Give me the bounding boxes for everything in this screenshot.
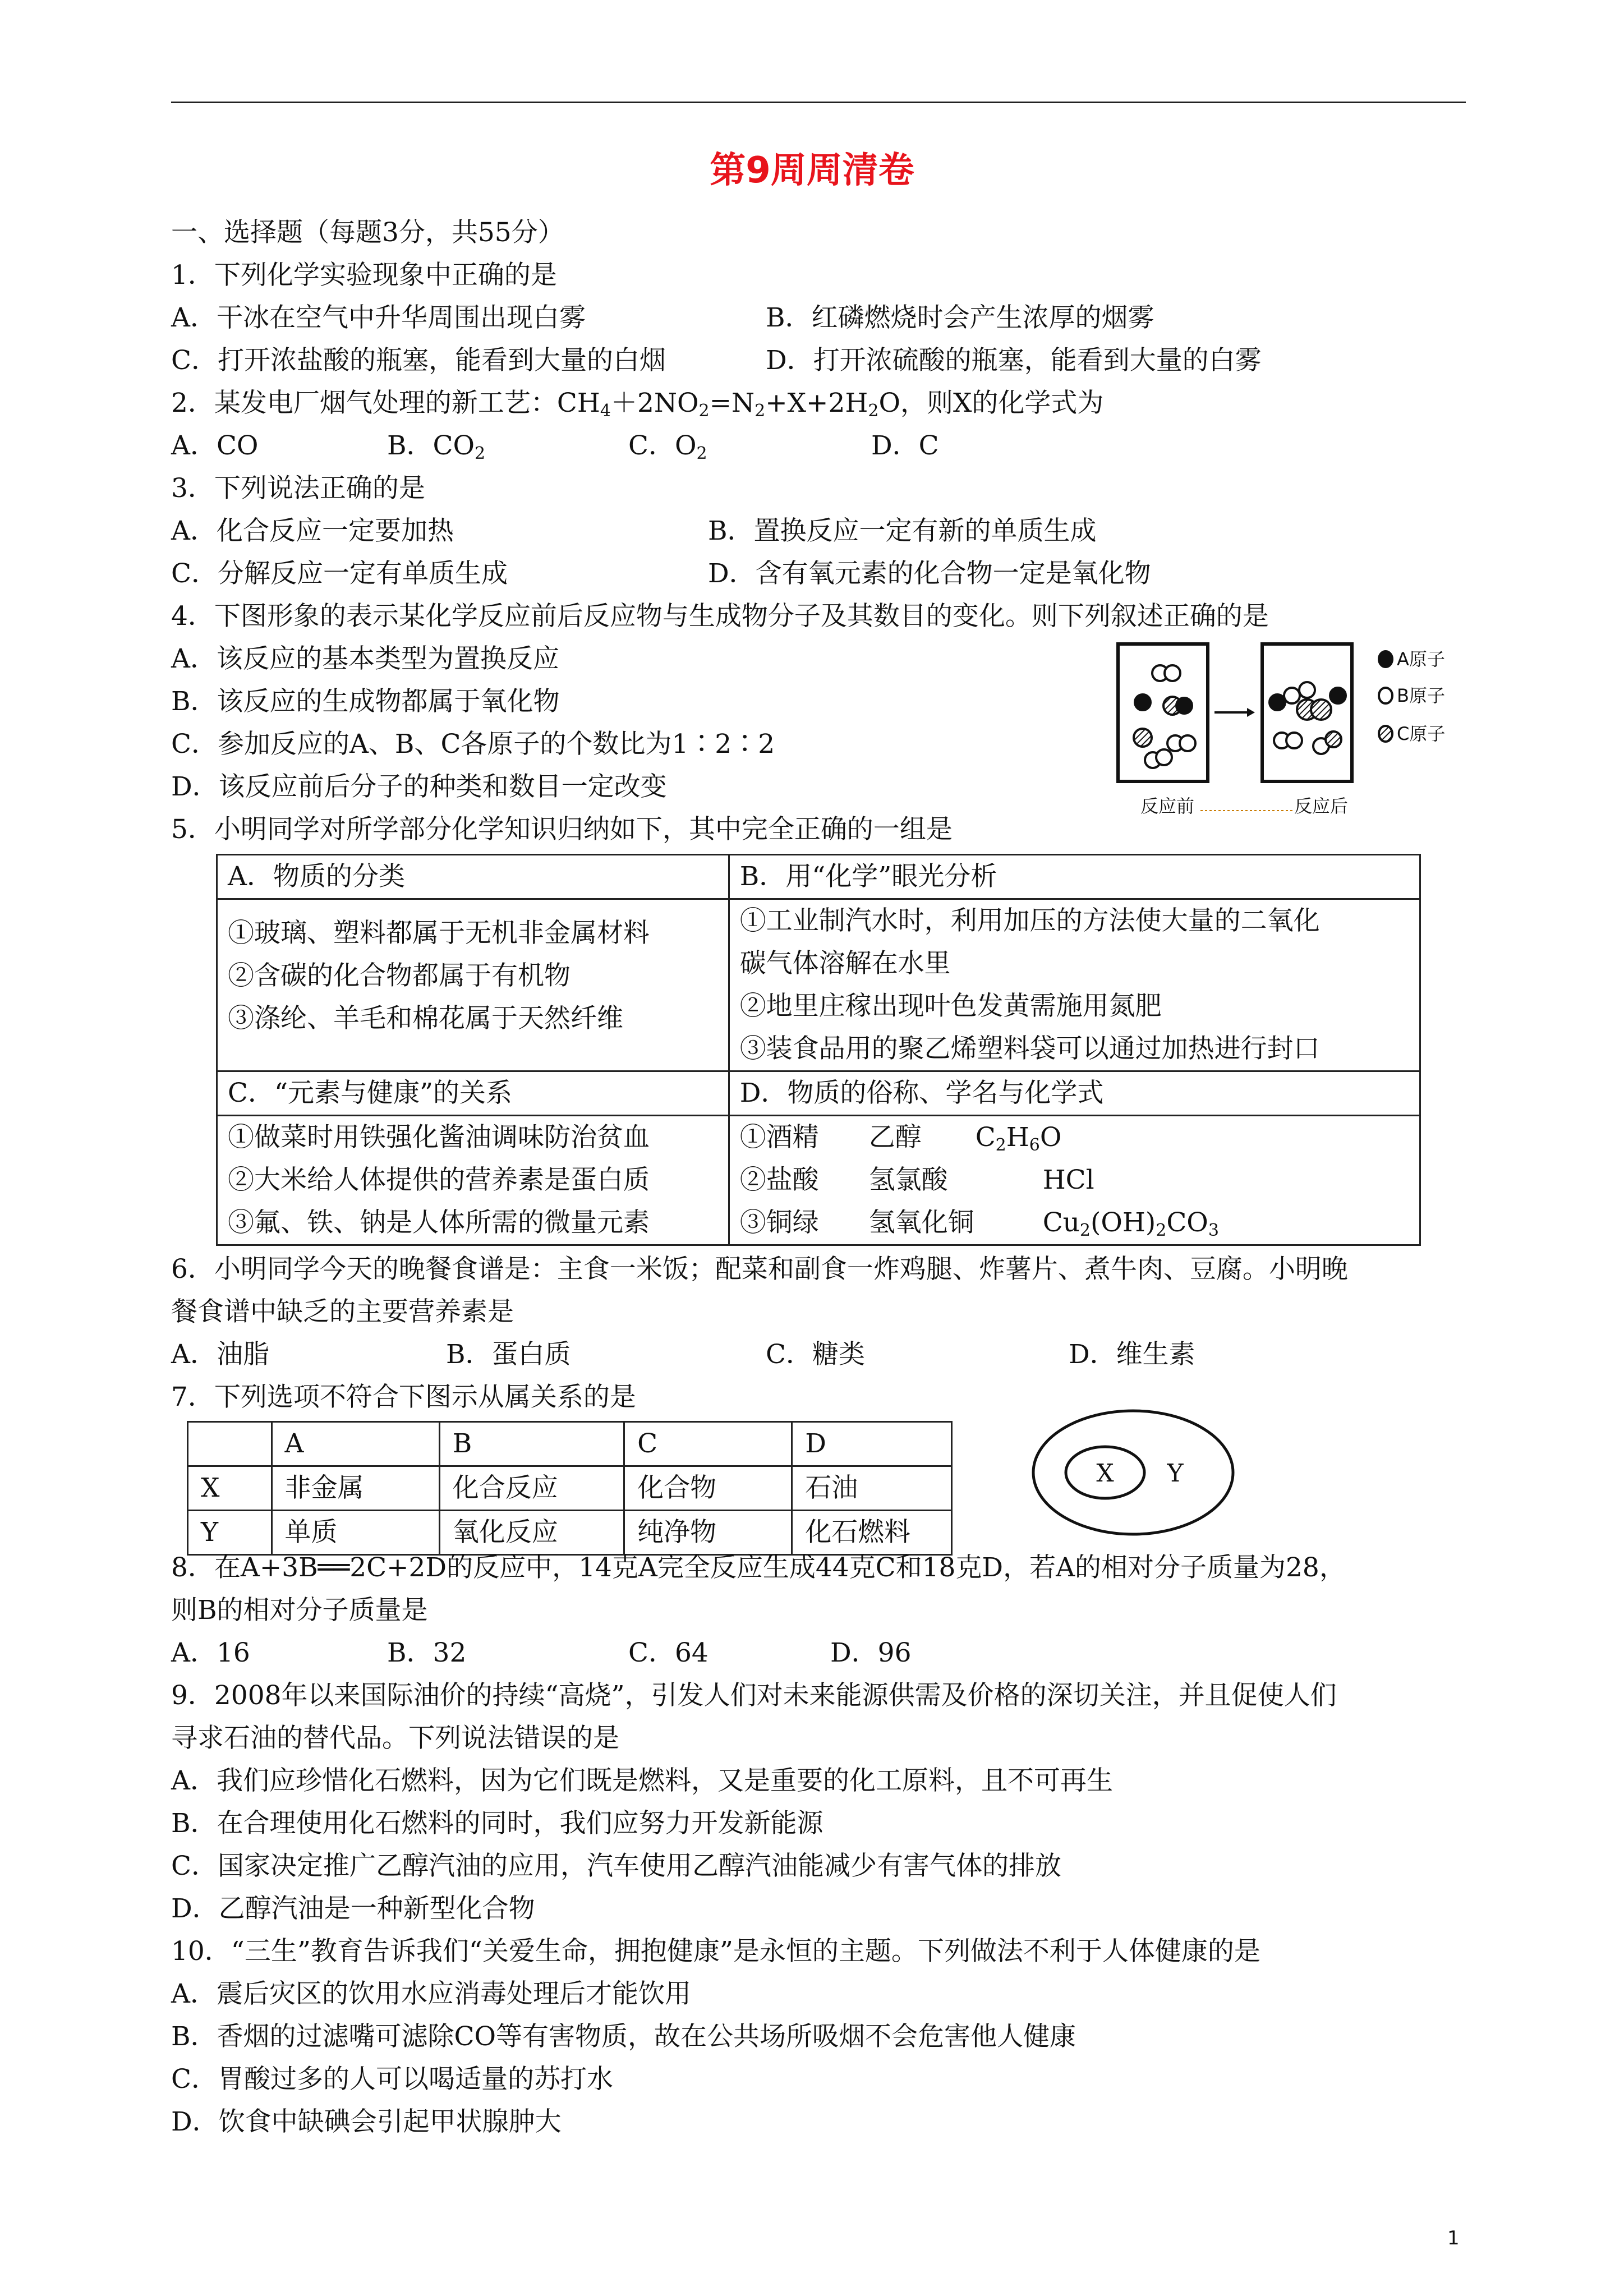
q7-row-x: X 非金属 化合反应 化合物 石油 xyxy=(188,1466,952,1511)
q4-option-c: C．参加反应的A、B、C各原子的个数比为1∶2∶2 xyxy=(171,729,775,760)
q4-option-b: B．该反应的生成物都属于氧化物 xyxy=(171,686,560,717)
q6-option-d: D．维生素 xyxy=(1069,1339,1195,1370)
q4-option-a: A．该反应的基本类型为置换反应 xyxy=(171,643,559,674)
q7-row-y: Y 单质 氧化反应 纯净物 化石燃料 xyxy=(188,1511,952,1555)
q3-option-b: B．置换反应一定有新的单质生成 xyxy=(708,516,1097,546)
q3-stem: 3．下列说法正确的是 xyxy=(171,473,425,504)
page-title: 第9周周清卷 xyxy=(710,150,914,191)
q5-table xyxy=(216,854,1421,1246)
q3-option-d: D．含有氧元素的化合物一定是氧化物 xyxy=(708,558,1151,589)
q1-option-c: C．打开浓盐酸的瓶塞，能看到大量的白烟 xyxy=(171,345,666,376)
q5-cell-c: ①做菜时用铁强化酱油调味防治贫血 ②大米给人体提供的营养素是蛋白质 ③氟、铁、钠是人体所需的微量元素 xyxy=(217,1116,729,1245)
q5-head-b: B．用“化学”眼光分析 xyxy=(729,855,1420,899)
q8-option-d: D．96 xyxy=(830,1637,912,1668)
q9-stem-line1: 9．2008年以来国际油价的持续“高烧”，引发人们对未来能源供需及价格的深切关注，并且促使人们 xyxy=(171,1680,1337,1711)
q10-option-c: C．胃酸过多的人可以喝适量的苏打水 xyxy=(171,2064,613,2095)
q2-option-d: D．C xyxy=(871,430,939,461)
label-y: Y xyxy=(1167,1459,1184,1488)
q5-cell-a: ①玻璃、塑料都属于无机非金属材料 ②含碳的化合物都属于有机物 ③涤纶、羊毛和棉花属于天然纤维 xyxy=(217,899,729,1071)
page-number: 1 xyxy=(1447,2227,1460,2249)
q8-option-c: C．64 xyxy=(628,1637,709,1668)
q8-option-a: A．16 xyxy=(171,1637,250,1668)
legend-b-atom: B原子 xyxy=(1397,685,1445,706)
subset-diagram xyxy=(1029,1405,1243,1540)
q2-option-c: C．$O_2$ xyxy=(628,430,707,463)
q5-cell-d: ①酒精 乙醇 $C_2H_6O$ ②盐酸 氢氯酸 HCl ③铜绿 氢氧化铜 $Cu_2(OH)_2CO_3$ xyxy=(729,1116,1420,1245)
q10-option-d: D．饮食中缺碘会引起甲状腺肿大 xyxy=(171,2106,562,2137)
outer-ellipse xyxy=(1033,1411,1233,1534)
q8-stem-line1: 8．在A+3B══2C+2D的反应中，14克A完全反应生成44克C和18克D，若A的相对分子质量为28， xyxy=(171,1552,1346,1583)
q10-option-a: A．震后灾区的饮用水应消毒处理后才能饮用 xyxy=(171,1978,691,2009)
q3-option-a: A．化合反应一定要加热 xyxy=(171,516,454,546)
q4-option-d: D．该反应前后分子的种类和数目一定改变 xyxy=(171,771,667,802)
q2-option-a: A．CO xyxy=(171,430,259,461)
q6-option-b: B．蛋白质 xyxy=(446,1339,571,1370)
q6-option-c: C．糖类 xyxy=(766,1339,865,1370)
q5-stem: 5．小明同学对所学部分化学知识归纳如下，其中完全正确的一组是 xyxy=(171,814,953,845)
q9-option-b: B．在合理使用化石燃料的同时，我们应努力开发新能源 xyxy=(171,1808,823,1839)
q9-option-d: D．乙醇汽油是一种新型化合物 xyxy=(171,1893,535,1924)
q10-stem: 10．“三生”教育告诉我们“关爱生命，拥抱健康”是永恒的主题。下列做法不利于人体健康的是 xyxy=(171,1936,1260,1967)
q7-header-row: A B C D xyxy=(188,1422,952,1466)
q1-option-b: B．红磷燃烧时会产生浓厚的烟雾 xyxy=(766,302,1154,333)
q9-option-c: C．国家决定推广乙醇汽油的应用，汽车使用乙醇汽油能减少有害气体的排放 xyxy=(171,1851,1061,1881)
q3-option-c: C．分解反应一定有单质生成 xyxy=(171,558,508,589)
legend-a-atom: A原子 xyxy=(1397,648,1445,670)
label-after: 反应后 xyxy=(1294,795,1349,817)
q9-option-a: A．我们应珍惜化石燃料，因为它们既是燃料，又是重要的化工原料，且不可再生 xyxy=(171,1765,1113,1796)
q9-stem-line2: 寻求石油的替代品。下列说法错误的是 xyxy=(171,1723,619,1754)
q7-table xyxy=(187,1421,953,1556)
q6-stem-line1: 6．小明同学今天的晚餐食谱是：主食一米饭；配菜和副食一炸鸡腿、炸薯片、煮牛肉、豆腐。小明晚 xyxy=(171,1254,1348,1285)
q1-option-a: A．干冰在空气中升华周围出现白雾 xyxy=(171,302,586,333)
q2-stem: 2．某发电厂烟气处理的新工艺：$CH_4+2NO_2=N_2+X+2H_2O$，则X的化学式为 xyxy=(171,388,1104,421)
q5-cell-b: ①工业制汽水时，利用加压的方法使大量的二氧化 碳气体溶解在水里 ②地里庄稼出现叶色发黄需施用氮肥 ③装食品用的聚乙烯塑料袋可以通过加热进行封口 xyxy=(729,899,1420,1071)
q5-head-c: C．“元素与健康”的关系 xyxy=(217,1071,729,1116)
q8-option-b: B．32 xyxy=(387,1637,467,1668)
reaction-diagram xyxy=(1114,639,1478,819)
header-rule xyxy=(171,102,1466,103)
q6-option-a: A．油脂 xyxy=(171,1339,269,1370)
q10-option-b: B．香烟的过滤嘴可滤除CO等有害物质，故在公共场所吸烟不会危害他人健康 xyxy=(171,2021,1076,2052)
label-x: X xyxy=(1096,1459,1114,1488)
q5-head-a: A．物质的分类 xyxy=(217,855,729,899)
q4-stem: 4．下图形象的表示某化学反应前后反应物与生成物分子及其数目的变化。则下列叙述正确的是 xyxy=(171,601,1269,632)
q5-head-d: D．物质的俗称、学名与化学式 xyxy=(729,1071,1420,1116)
section-heading: 一、选择题（每题3分，共55分） xyxy=(171,217,564,248)
q2-option-b: B．$CO_2$ xyxy=(387,430,486,463)
label-before: 反应前 xyxy=(1140,795,1195,817)
q1-option-d: D．打开浓硫酸的瓶塞，能看到大量的白雾 xyxy=(766,345,1262,376)
legend-c-atom: C原子 xyxy=(1397,723,1446,744)
q7-stem: 7．下列选项不符合下图示从属关系的是 xyxy=(171,1382,636,1412)
q1-stem: 1．下列化学实验现象中正确的是 xyxy=(171,260,557,291)
q8-stem-line2: 则B的相对分子质量是 xyxy=(171,1595,428,1626)
q6-stem-line2: 餐食谱中缺乏的主要营养素是 xyxy=(171,1296,514,1327)
